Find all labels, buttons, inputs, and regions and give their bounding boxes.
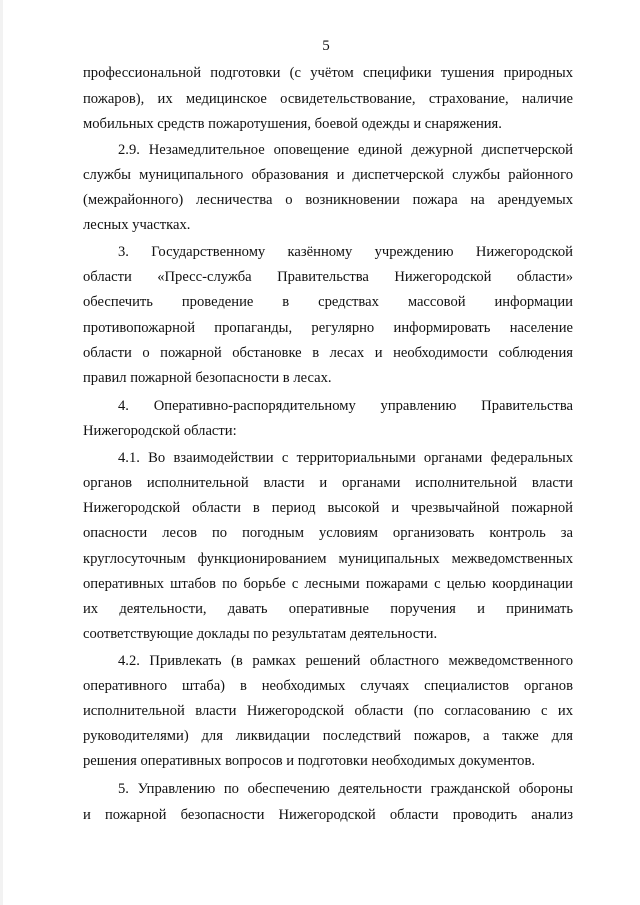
page-number: 5 <box>322 38 330 54</box>
text-line: области о пожарной обстановке в лесах и необходимости соблюдения <box>83 345 573 361</box>
text-line: лесных участках. <box>83 217 191 233</box>
text-line: профессиональной подготовки (с учётом специфики тушения природных <box>83 65 573 81</box>
text-line: исполнительной власти Нижегородской области (по согласованию с их <box>83 703 573 719</box>
text-line: 4.1. Во взаимодействии с территориальными органами федеральных <box>118 450 573 466</box>
text-line: соответствующие доклады по результатам деятельности. <box>83 626 438 642</box>
text-line: 3. Государственному казённому учреждению Нижегородской <box>118 244 573 260</box>
text-line: 4. Оперативно-распорядительному управлению Правительства <box>118 398 573 414</box>
text-line: оперативного штаба) в необходимых случаях специалистов органов <box>83 678 573 694</box>
text-line: опасности лесов по погодным условиям организовать контроль за <box>83 525 573 541</box>
text-line: 4.2. Привлекать (в рамках решений областного межведомственного <box>118 653 573 669</box>
text-line: противопожарной пропаганды, регулярно информировать население <box>83 320 573 336</box>
text-line: пожаров), их медицинское освидетельствование, страхование, наличие <box>83 91 573 107</box>
text-line: Нижегородской области в период высокой и чрезвычайной пожарной <box>83 500 573 516</box>
text-line: оперативных штабов по борьбе с лесными пожарами с целью координации <box>83 576 573 592</box>
text-line: службы муниципального образования и диспетчерской службы районного <box>83 167 573 183</box>
text-line: обеспечить проведение в средствах массовой информации <box>83 294 573 310</box>
text-line: органов исполнительной власти и органами исполнительной власти <box>83 475 573 491</box>
text-line: круглосуточным функционированием муниципальных межведомственных <box>83 551 573 567</box>
text-line: мобильных средств пожаротушения, боевой одежды и снаряжения. <box>83 116 502 132</box>
text-line: (межрайонного) лесничества о возникновении пожара на арендуемых <box>83 192 573 208</box>
text-line: их деятельности, давать оперативные поручения и принимать <box>83 601 573 617</box>
text-line: 5. Управлению по обеспечению деятельности гражданской обороны <box>118 781 573 797</box>
text-line: решения оперативных вопросов и подготовки необходимых документов. <box>83 753 536 769</box>
text-line: правил пожарной безопасности в лесах. <box>83 370 332 386</box>
text-line: 2.9. Незамедлительное оповещение единой дежурной диспетчерской <box>118 142 573 158</box>
scan-edge <box>0 0 3 905</box>
text-line: и пожарной безопасности Нижегородской области проводить анализ <box>83 807 573 823</box>
text-line: руководителями) для ликвидации последствий пожаров, а также для <box>83 728 573 744</box>
text-line: Нижегородской области: <box>83 423 237 439</box>
text-line: области «Пресс-служба Правительства Нижегородской области» <box>83 269 573 285</box>
